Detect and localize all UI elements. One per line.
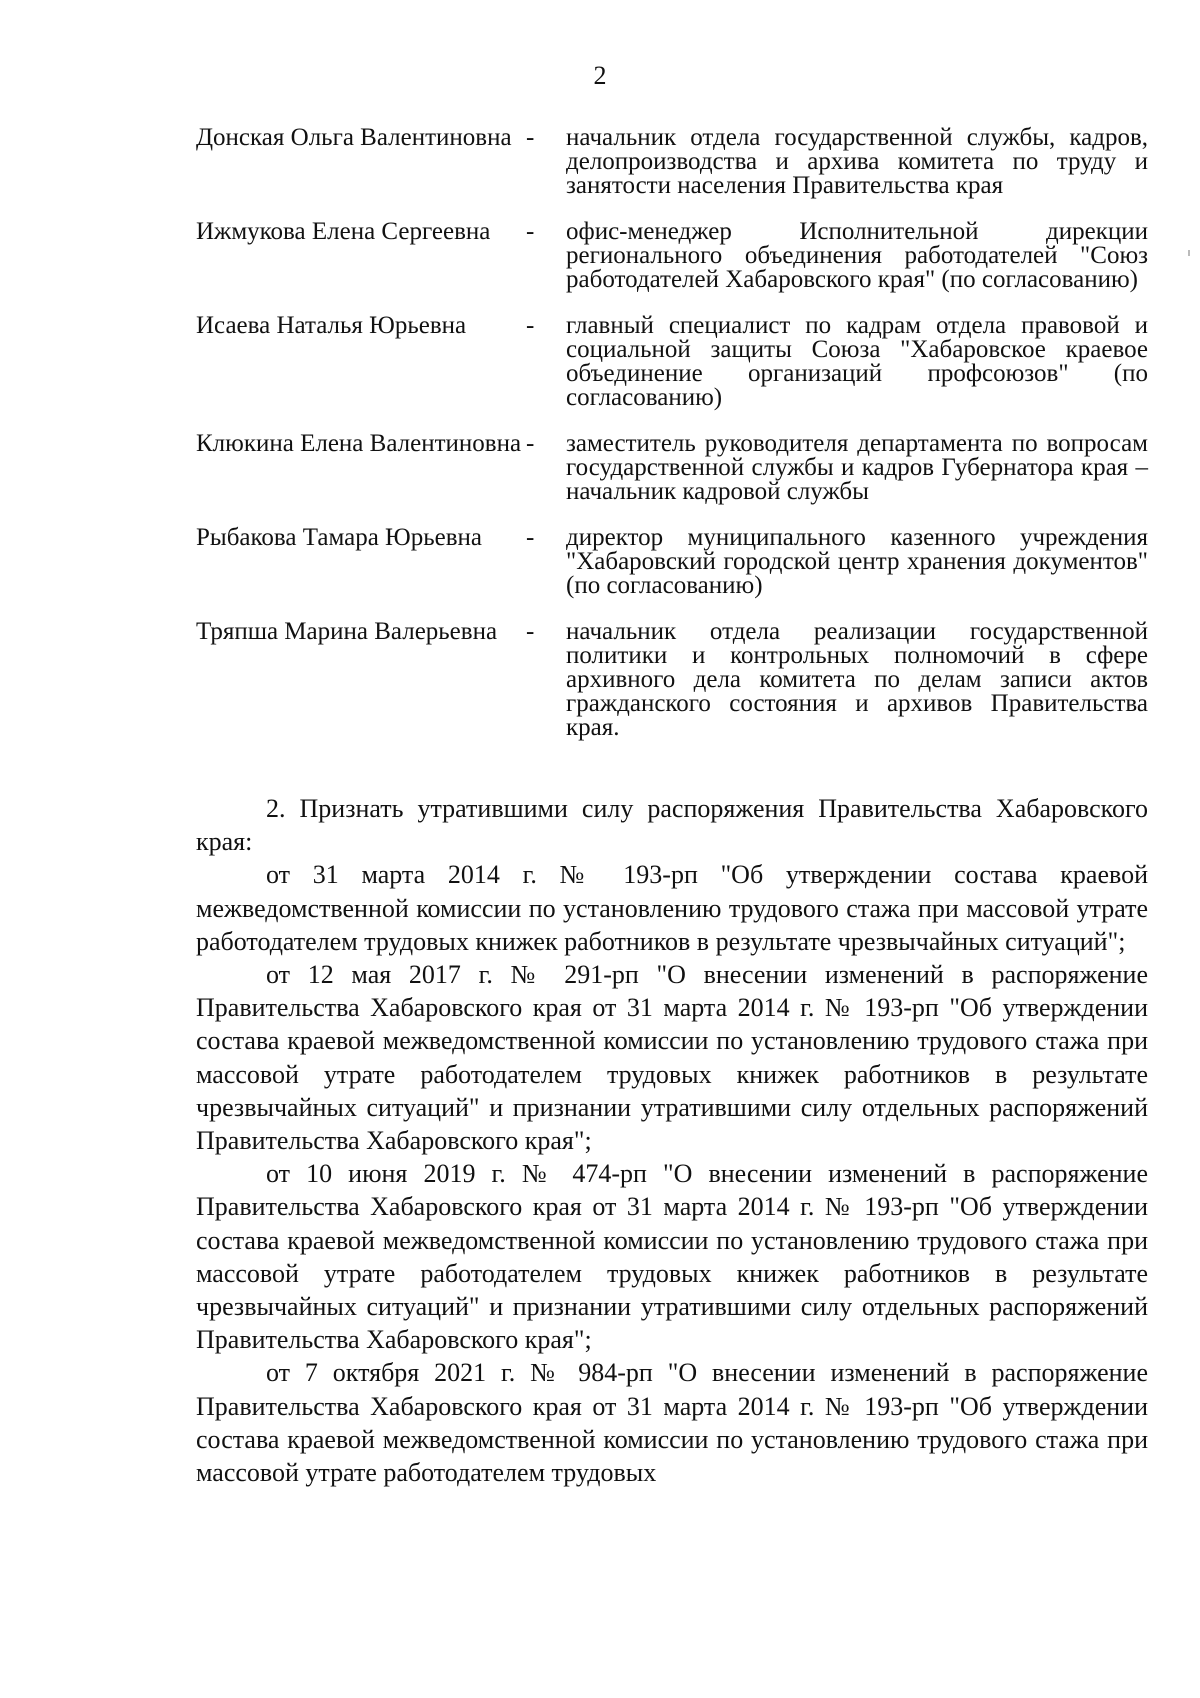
member-dash: - [526,312,535,339]
member-name: Рыбакова Тамара Юрьевна [196,524,483,551]
member-dash: - [526,124,535,151]
member-name: Донская Ольга Валентиновна [196,124,512,151]
member-entry [196,620,1148,740]
document-body [196,792,1148,1489]
members-list [196,126,1148,762]
member-entry [196,526,1148,598]
member-position: главный специалист по кадрам отдела правовой и социальной защиты Союза "Хабаровское краевое объединение организаций профсоюзов" (по согласованию) [566,312,1148,411]
member-dash: - [526,218,535,245]
clause-2-heading: 2. Признать утратившими силу распоряжения Правительства Хабаровского края: [196,794,1148,857]
scan-artifact [1188,250,1190,256]
member-position: офис-менеджер Исполнительной дирекции регионального объединения работодателей "Союз работодателей Хабаровского края" (по согласованию) [566,218,1148,293]
member-entry [196,220,1148,292]
member-name: Исаева Наталья Юрьевна [196,312,467,339]
member-position: начальник отдела реализации государственной политики и контрольных полномочий в сфере архивного дела комитета по делам записи актов гражданского состояния и архивов Правительства края. [566,618,1148,741]
member-dash: - [526,524,535,551]
member-name: Тряпша Марина Валерьевна [196,618,498,645]
repealed-order-item: от 7 октября 2021 г. № 984-рп "О внесении изменений в распоряжение Правительства Хабаровского края от 31 марта 2014 г. № 193-рп "Об утверждении состава краевой межведомственной комиссии по установлению трудового стажа при массовой утрате работодателем трудовых [196,1358,1148,1488]
repealed-order-item: от 31 марта 2014 г. № 193-рп "Об утверждении состава краевой межведомственной комиссии по установлению трудового стажа при массовой утрате работодателем трудовых книжек работников в результате чрезвычайных ситуаций"; [196,860,1148,956]
member-entry [196,126,1148,198]
repealed-order-item: от 12 мая 2017 г. № 291-рп "О внесении изменений в распоряжение Правительства Хабаровского края от 31 марта 2014 г. № 193-рп "Об утверждении состава краевой межведомственной комиссии по установлению трудового стажа при массовой утрате работодателем трудовых книжек работников в результате чрезвычайных ситуаций" и признании утратившими силу отдельных распоряжений Правительства Хабаровского края"; [196,960,1148,1156]
member-position: заместитель руководителя департамента по вопросам государственной службы и кадров Губернатора края – начальник кадровой службы [566,430,1148,505]
member-entry [196,314,1148,410]
member-entry [196,432,1148,504]
member-dash: - [526,618,535,645]
page-number: 2 [593,61,607,90]
member-position: начальник отдела государственной службы, кадров, делопроизводства и архива комитета по труду и занятости населения Правительства края [566,124,1148,199]
repealed-order-item: от 10 июня 2019 г. № 474-рп "О внесении изменений в распоряжение Правительства Хабаровского края от 31 марта 2014 г. № 193-рп "Об утверждении состава краевой межведомственной комиссии по установлению трудового стажа при массовой утрате работодателем трудовых книжек работников в результате чрезвычайных ситуаций" и признании утратившими силу отдельных распоряжений Правительства Хабаровского края"; [196,1159,1148,1355]
member-name: Клюкина Елена Валентиновна [196,430,522,457]
member-name: Ижмукова Елена Сергеевна [196,218,491,245]
member-dash: - [526,430,535,457]
member-position: директор муниципального казенного учреждения "Хабаровский городской центр хранения документов" (по согласованию) [566,524,1148,599]
